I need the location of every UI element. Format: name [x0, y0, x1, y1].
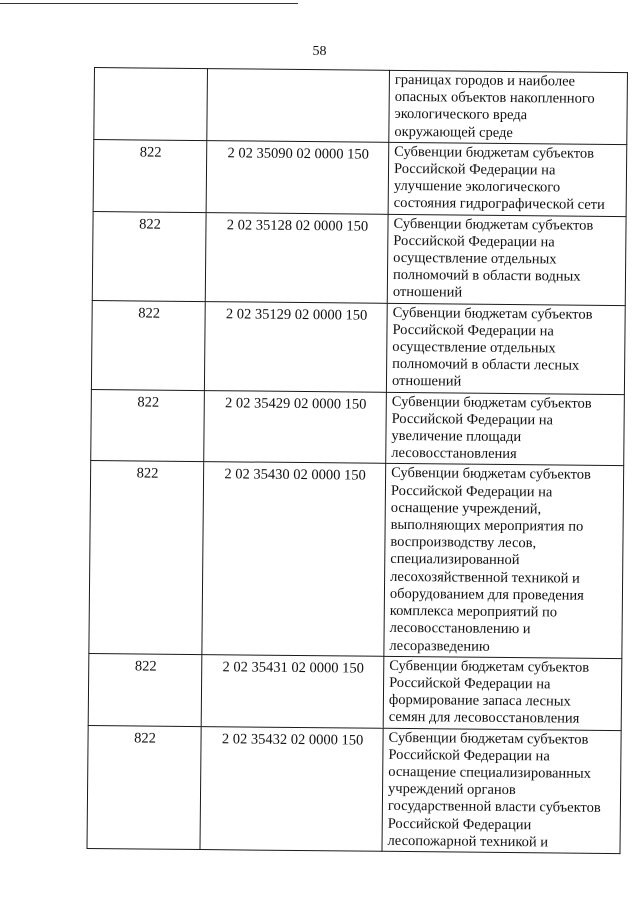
- table-row: [91, 389, 625, 466]
- admin-code-cell: 822: [91, 300, 205, 390]
- income-name-cell: Субвенции бюджетам субъектов Российской Федерации на увеличение площади лесовосстановления: [386, 392, 625, 466]
- budget-codes-table: [86, 67, 627, 854]
- admin-code-cell: 822: [93, 139, 207, 212]
- table-row: [89, 461, 624, 658]
- kbk-code-cell: 2 02 35430 02 0000 150: [202, 462, 386, 656]
- income-name-cell: Субвенции бюджетам субъектов Российской Федерации на оснащение специализированных учреждений органов государственной власти субъектов Российской Федерации лесопожарной техникой и: [382, 728, 621, 854]
- header-rule: [0, 3, 298, 4]
- kbk-code-cell: 2 02 35432 02 0000 150: [200, 726, 383, 851]
- kbk-code-cell: 2 02 35090 02 0000 150: [206, 140, 389, 214]
- income-name-cell: Субвенции бюджетам субъектов Российской Федерации на осуществление отдельных полномочий в области водных отношений: [387, 214, 626, 305]
- income-name-cell: Субвенции бюджетам субъектов Российской Федерации на улучшение экологического состояния гидрографической сети: [388, 142, 627, 216]
- kbk-code-cell: 2 02 35129 02 0000 150: [204, 301, 387, 392]
- admin-code-cell: 822: [87, 725, 201, 850]
- table-row: [87, 725, 621, 854]
- income-name-cell: Субвенции бюджетам субъектов Российской Федерации на формирование запаса лесных семян для лесовосстановления: [383, 656, 622, 730]
- kbk-code-cell: 2 02 35128 02 0000 150: [205, 212, 388, 303]
- income-name-cell: границах городов и наиболее опасных объектов накопленного экологического вреда окружающей среде: [389, 70, 628, 144]
- admin-code-cell: 822: [89, 461, 204, 654]
- income-name-cell: Субвенции бюджетам субъектов Российской Федерации на осуществление отдельных полномочий в области лесных отношений: [386, 303, 625, 394]
- admin-code-cell: 822: [91, 389, 205, 462]
- admin-code-cell: [94, 68, 208, 141]
- kbk-code-cell: 2 02 35429 02 0000 150: [204, 390, 387, 464]
- table-row: [93, 139, 627, 216]
- income-name-cell: Субвенции бюджетам субъектов Российской Федерации на оснащение учреждений, выполняющих мероприятия по воспроизводству лесов, специализированной лесохозяйственной техникой и оборудованием для проведения комплекса мероприятий по лесовосстановлению и лесоразведению: [384, 464, 624, 659]
- table-row: [88, 653, 622, 730]
- kbk-code-cell: [207, 69, 390, 143]
- page-number: 58: [312, 44, 327, 59]
- kbk-code-cell: 2 02 35431 02 0000 150: [201, 654, 384, 728]
- admin-code-cell: 822: [92, 211, 206, 301]
- admin-code-cell: 822: [88, 653, 202, 726]
- table-row: [94, 68, 628, 145]
- table-row: [92, 211, 626, 305]
- table-row: [91, 300, 625, 394]
